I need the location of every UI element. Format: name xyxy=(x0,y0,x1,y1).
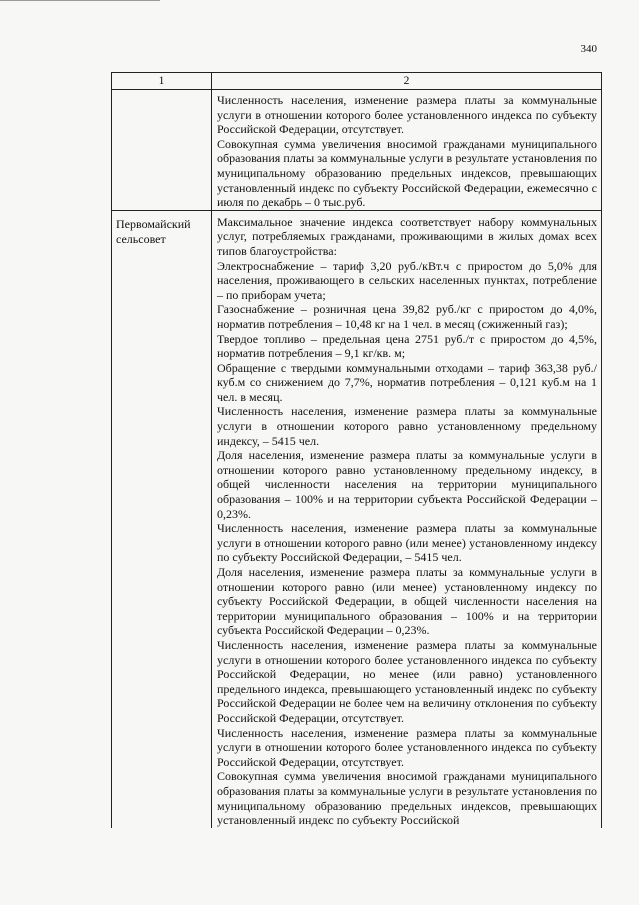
paragraph: Численность населения, изменение размера платы за коммунальные услуги в отношении которого более установленного индекса по субъекту Российской Федерации, отсутствует. xyxy=(217,725,597,769)
paragraph: Численность населения, изменение размера платы за коммунальные услуги в отношении которого равно (или менее) установленному индексу по субъекту Российской Федерации, – 5415 чел. xyxy=(217,521,597,565)
paragraph: Доля населения, изменение размера платы за коммунальные услуги в отношении которого равно (или менее) установленному индексу по субъекту Российской Федерации, в общей численности населения на территории муниципального образования – 100% и на территории субъекта Российской Федерации – 0,23%. xyxy=(217,565,597,638)
municipality-cell: Первомайский сельсовет xyxy=(112,210,212,827)
paragraph: Обращение с твердыми коммунальными отходами – тариф 363,38 руб./куб.м со снижением до 7,7%, норматив потребления – 0,121 куб.м на 1 чел. в месяц. xyxy=(217,360,597,404)
tariff-table xyxy=(111,72,602,828)
paragraph: Электроснабжение – тариф 3,20 руб./кВт.ч с приростом до 5,0% для населения, проживающего в сельских населенных пунктах, потребление – по приборам учета; xyxy=(217,258,597,302)
paragraph: Численность населения, изменение размера платы за коммунальные услуги в отношении которого более установленного индекса по субъекту Российской Федерации, отсутствует. xyxy=(217,93,597,137)
paragraph: Численность населения, изменение размера платы за коммунальные услуги в отношении которого более установленного индекса по субъекту Российской Федерации, но менее (или равно) установленного предельного индекса, превышающего установленный индекс по субъекту Российской Федерации не более чем на величину отклонения по субъекту Российской Федерации, отсутствует. xyxy=(217,637,597,725)
table-header-row xyxy=(112,73,602,90)
paragraph: Численность населения, изменение размера платы за коммунальные услуги в отношении которого равно установленному предельному индексу, – 5415 чел. xyxy=(217,404,597,448)
description-cell xyxy=(212,210,602,827)
page-number: 340 xyxy=(580,43,597,55)
description-cell xyxy=(212,90,602,211)
column-header-1: 1 xyxy=(112,73,212,90)
scan-edge-line xyxy=(0,0,160,1)
paragraph: Совокупная сумма увеличения вносимой гражданами муниципального образования платы за коммунальные услуги в результате установления по муниципальному образованию предельных индексов, превышающих установленный индекс по субъекту Российской xyxy=(217,769,597,828)
paragraph: Максимальное значение индекса соответствует набору коммунальных услуг, потребляемых гражданами, проживающими в жилых домах всех типов благоустройства: xyxy=(217,214,597,258)
table-row xyxy=(112,210,602,827)
paragraph: Доля населения, изменение размера платы за коммунальные услуги в отношении которого равно установленному предельному индексу, в общей численности населения на территории муниципального образования – 100% и на территории субъекта Российской Федерации – 0,23%. xyxy=(217,448,597,521)
paragraph: Твердое топливо – предельная цена 2751 руб./т с приростом до 4,5%, норматив потребления – 9,1 кг/кв. м; xyxy=(217,331,597,361)
paragraph: Совокупная сумма увеличения вносимой гражданами муниципального образования платы за коммунальные услуги в результате установления по муниципальному образованию предельных индексов, превышающих установленный индекс по субъекту Российской Федерации, ежемесячно с июля по декабрь – 0 тыс.руб. xyxy=(217,136,597,210)
column-header-2: 2 xyxy=(212,73,602,90)
table-row xyxy=(112,90,602,211)
paragraph: Газоснабжение – розничная цена 39,82 руб./кг с приростом до 4,0%, норматив потребления – 10,48 кг на 1 чел. в месяц (сжиженный газ); xyxy=(217,302,597,331)
municipality-cell xyxy=(112,90,212,211)
